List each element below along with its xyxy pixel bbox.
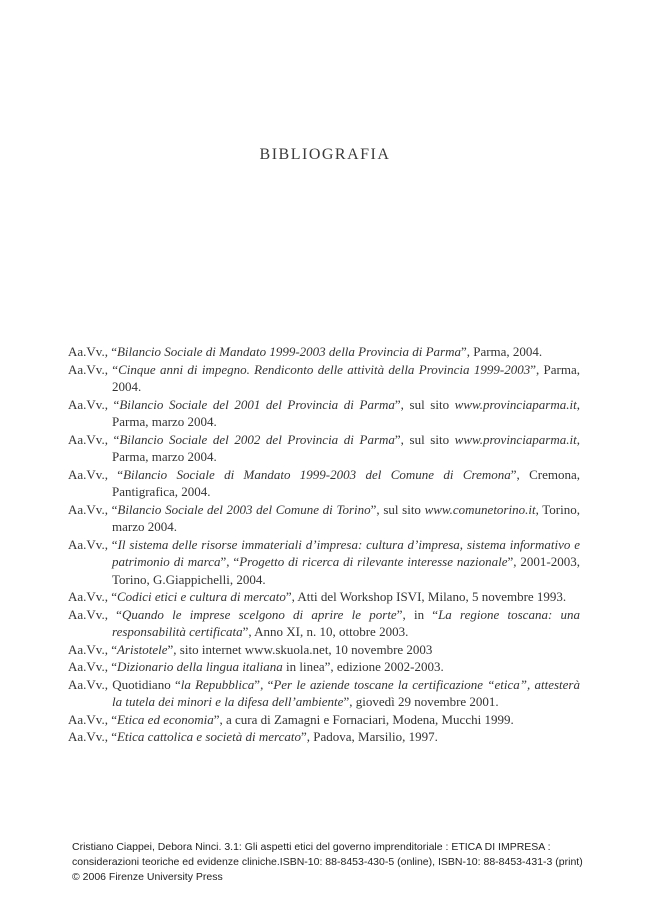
bibliography-list (68, 343, 580, 746)
entry-title-italic: www.provinciaparma.it (454, 396, 577, 412)
entry-title-italic: Bilancio Sociale del 2002 del Provincia di Parma (119, 431, 395, 447)
entry-text: , Parma, marzo 2004. (112, 396, 580, 429)
entry-text: Aa.Vv., “ (68, 361, 119, 377)
entry-text: Aa.Vv., “ (68, 344, 117, 359)
entry-title-italic: la Repubblica (180, 676, 255, 692)
bibliography-entry (68, 343, 580, 361)
entry-text: ”, Atti del Workshop ISVI, Milano, 5 novembre 1993. (285, 589, 567, 604)
entry-title-italic: Dizionario della lingua italiana (116, 659, 283, 674)
entry-text: ”, Parma, 2004. (460, 344, 543, 359)
entry-text: ”, sul sito (394, 396, 455, 412)
entry-text: ”, Anno XI, n. 10, ottobre 2003. (242, 624, 409, 639)
entry-title-italic: Codici etici e cultura di mercato (116, 589, 286, 604)
bibliography-entry (68, 361, 580, 396)
entry-text: in linea”, edizione 2002-2003. (282, 659, 444, 674)
page-title: BIBLIOGRAFIA (259, 146, 391, 163)
bibliography-entry (68, 396, 580, 431)
entry-text: Aa.Vv., “ (68, 396, 120, 412)
entry-title-italic: www.comunetorino.it (424, 501, 536, 517)
entry-text: Aa.Vv., “ (68, 501, 118, 517)
entry-text: ”, Padova, Marsilio, 1997. (300, 729, 438, 744)
entry-title-italic: Progetto di ricerca di rilevante interesse nazionale (239, 554, 508, 569)
entry-text: ”, Cremona, Pantigrafica, 2004. (112, 466, 581, 499)
colophon-line: Cristiano Ciappei, Debora Ninci. 3.1: Gli aspetti etici del governo imprenditoriale : ETICA DI IMPRESA : (72, 841, 551, 853)
entry-text: ”, Parma, 2004. (112, 361, 581, 394)
entry-title-italic: Bilancio Sociale del 2003 del Comune di Torino (117, 501, 371, 517)
bibliography-entry (68, 658, 580, 676)
entry-title-italic: La regione toscana: una responsabilità certificata (112, 606, 581, 639)
entry-title-italic: Etica ed economia (116, 711, 214, 727)
colophon-line: considerazioni teoriche ed evidenze cliniche.ISBN-10: 88-8453-430-5 (online), ISBN-10: 88-8453-431-3 (print) (72, 856, 583, 868)
entry-text: Aa.Vv., “ (68, 641, 117, 657)
entry-text: Aa.Vv., “ (68, 589, 117, 604)
bibliography-entry (68, 501, 580, 536)
bibliography-entry (68, 466, 580, 501)
bibliography-entry (68, 711, 580, 729)
entry-text: , Parma, marzo 2004. (112, 431, 580, 464)
entry-text: , Torino, marzo 2004. (112, 501, 580, 534)
entry-title-italic: Bilancio Sociale di Mandato 1999-2003 della Provincia di Parma (116, 344, 461, 359)
entry-text: ”, sito internet www.skuola.net, 10 novembre 2003 (167, 641, 433, 657)
entry-text: ”, 2001-2003, Torino, G.Giappichelli, 2004. (112, 554, 581, 587)
entry-title-italic: Aristotele (116, 641, 168, 657)
entry-text: ”, sul sito (394, 431, 455, 447)
entry-text: Aa.Vv., “ (68, 711, 117, 727)
bibliography-entry (68, 431, 580, 466)
bibliography-entry (68, 536, 580, 589)
entry-text: Aa.Vv., Quotidiano “ (68, 676, 181, 692)
entry-text: ”, giovedì 29 novembre 2001. (343, 694, 499, 709)
entry-text: ”, in “ (396, 606, 439, 622)
bibliography-entry (68, 641, 580, 659)
entry-title-italic: Bilancio Sociale del 2001 del Provincia di Parma (119, 396, 395, 412)
entry-text: Aa.Vv., “ (68, 431, 120, 447)
bibliography-entry (68, 606, 580, 641)
entry-text: Aa.Vv., “ (68, 659, 117, 674)
entry-title-italic: www.provinciaparma.it (454, 431, 577, 447)
entry-title-italic: Per le aziende toscane la certificazione “etica”, attesterà la tutela dei minori e la difesa dell’ambiente (112, 676, 580, 709)
entry-text: Aa.Vv., “ (68, 729, 117, 744)
entry-text: ”, sul sito (370, 501, 425, 517)
entry-text: ”, a cura di Zamagni e Fornaciari, Modena, Mucchi 1999. (213, 711, 514, 727)
colophon-line: © 2006 Firenze University Press (72, 871, 223, 883)
entry-text: ”, “ (220, 554, 240, 569)
entry-text: Aa.Vv., “ (68, 536, 118, 552)
entry-title-italic: Etica cattolica e società di mercato (116, 729, 301, 744)
colophon (72, 840, 632, 885)
entry-text: Aa.Vv., “ (68, 466, 124, 482)
entry-text: Aa.Vv., “ (68, 606, 122, 622)
entry-title-italic: Cinque anni di impegno. Rendiconto delle attività della Provincia 1999-2003 (118, 361, 531, 377)
entry-text: ”, “ (254, 676, 274, 692)
entry-title-italic: Il sistema delle risorse immateriali d’impresa: cultura d’impresa, sistema informativo e patrimonio di marca (112, 536, 580, 569)
entry-title-italic: Quando le imprese scelgono di aprire le porte (121, 606, 397, 622)
bibliography-entry (68, 676, 580, 711)
bibliography-entry (68, 588, 580, 606)
bibliography-entry (68, 728, 580, 746)
entry-title-italic: Bilancio Sociale di Mandato 1999-2003 del Comune di Cremona (123, 466, 511, 482)
